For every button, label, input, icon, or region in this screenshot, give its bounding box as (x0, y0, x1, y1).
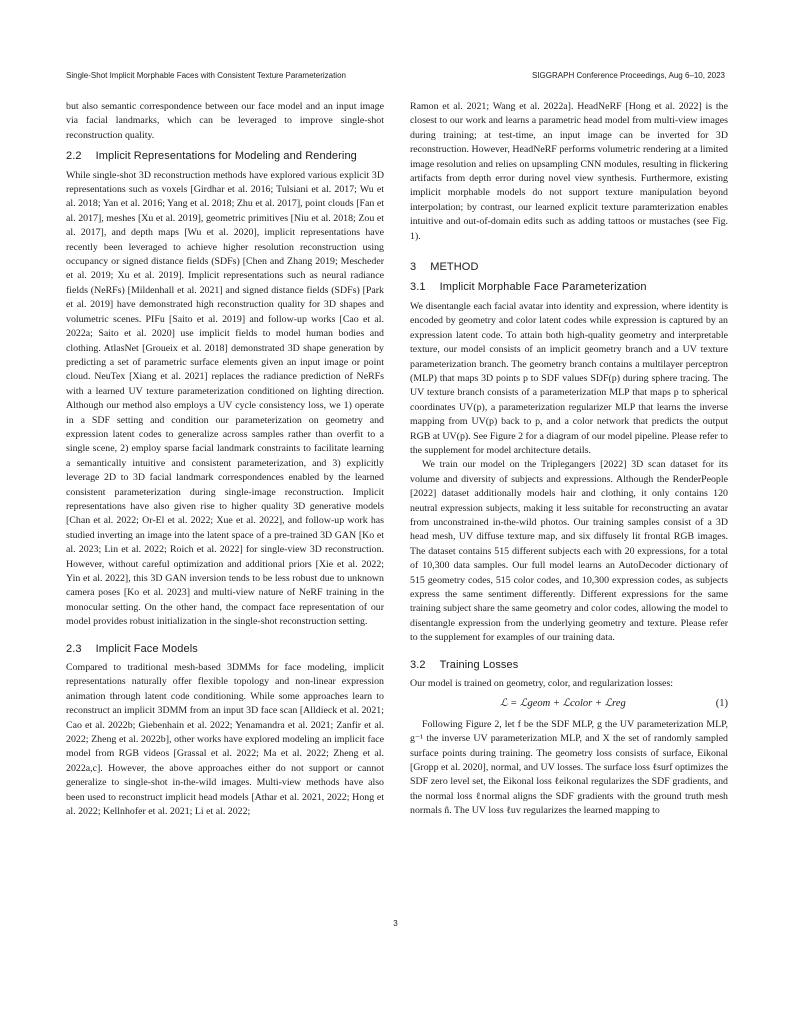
paragraph-2-3: Compared to traditional mesh-based 3DMMs for face modeling, implicit representations naturally offer flexible topology and non-linear expression animation through latent code conditioning. While some approaches learn to reconstruct an implicit 3DMM from an input 3D face scan [Alldieck et al. 2021; Cao et al. 2022b; Giebenhain et al. 2022; Yenamandra et al. 2021; Zanfir et al. 2022; Zheng et al. 2022b], other works have explored modeling an implicit face model from RGB videos [Grassal et al. 2022; Ma et al. 2022; Zheng et al. 2022a,c]. However, the above approaches either do not support or cannot generalize to single-shot in-the-wild images. Multi-view methods have also been used to reconstruct implicit head models [Athar et al. 2021, 2022; Hong et al. 2022; Kellnhofer et al. 2021; Li et al. 2022; (66, 662, 384, 818)
left-column (66, 100, 384, 820)
header-paper-title: Single-Shot Implicit Morphable Faces with Consistent Texture Parameterization (66, 71, 346, 80)
section-number: 3.1 (410, 281, 426, 294)
equation-body: ℒ = ℒgeom + ℒcolor + ℒreg (499, 698, 626, 710)
equation-1 (410, 697, 728, 711)
section-title: Implicit Face Models (95, 642, 198, 655)
equation-number: (1) (715, 698, 728, 710)
section-heading-2-2 (66, 149, 384, 163)
section-number: 3 (410, 261, 417, 274)
section-number: 2.3 (66, 642, 82, 655)
paragraph-3-2-a: Our model is trained on geometry, color, and regularization losses: (410, 678, 674, 690)
section-heading-3-2 (410, 658, 728, 672)
section-heading-3 (410, 260, 728, 274)
section-title: Training Losses (439, 658, 519, 671)
paragraph-continued: Ramon et al. 2021; Wang et al. 2022a]. HeadNeRF [Hong et al. 2022] is the closest to our work and learns a parametric head model from multi-view images during training; at test-time, an input image can be inverted for 3D reconstruction. However, HeadNeRF performs volumetric rendering at a limited image resolution and relies on upsampling CNN modules, resulting in flickering artifacts from depth error during novel view synthesis. Furthermore, existing implicit morphable models do not support texture manipulation beyond interpolation; by contrast, our learned explicit texture paramterization enables intuitive and out-of-domain edits such as adding tattoos or mustaches (see Fig. 1). (410, 101, 728, 242)
header-venue: SIGGRAPH Conference Proceedings, Aug 6–10, 2023 (531, 71, 725, 80)
running-header (66, 71, 725, 80)
section-heading-3-1 (410, 280, 728, 294)
right-column (410, 100, 728, 819)
paragraph-2-2: While single-shot 3D reconstruction methods have explored various explicit 3D representations such as voxels [Girdhar et al. 2016; Tulsiani et al. 2017; Wu et al. 2018; Yan et al. 2016; Yang et al. 2018; Zhu et al. 2017], point clouds [Fan et al. 2017], meshes [Xu et al. 2019], geometric primitives [Niu et al. 2018; Zou et al. 2017], and depth maps [Wu et al. 2020], implicit representations have recently been leveraged to achieve higher resolution reconstruction using occupancy or signed distance fields (SDFs) [Chen and Zhang 2019; Mescheder et al. 2019; Xu et al. 2019]. Implicit representations such as neural radiance fields (NeRFs) [Mildenhall et al. 2021] and signed distance fields (SDFs) [Park et al. 2019] have demonstrated high reconstruction quality for 3D shapes and volumetric scenes. PIFu [Saito et al. 2019] and follow-up works [Cao et al. 2022a; Saito et al. 2020] use implicit fields to model human bodies and clothing. AtlasNet [Groueix et al. 2018] demonstrated 3D shape generation by predicting a set of parametric surface elements given an input image or point cloud. NeuTex [Xiang et al. 2021] replaces the radiance prediction of NeRFs with a learned UV texture parameterization conditioned on lighting direction. Although our method also employs a UV cycle consistency loss, we 1) operate in a SDF setting and condition our parameterization on geometry and expression latent codes to generalize across samples rather than overfit to a single scene, 2) employ sparse facial landmark constraints to facilitate learning a semantically intuitive and consistent parameterization, and 3) explicitly leverage 2D to 3D facial landmark correspondences enabled by the learned consistent parameterization during single-image reconstruction. Implicit representations have also given rise to higher quality 3D generative models [Chan et al. 2022; Or-El et al. 2022; Xue et al. 2022], and follow-up work has studied inverting an image into the latent space of a pre-trained 3D GAN [Ko et al. 2023; Lin et al. 2022; Roich et al. 2022] for single-view 3D reconstruction. However, without careful optimization and additional priors [Xie et al. 2022; Yin et al. 2022], this 3D GAN inversion tends to be less robust due to unknown camera poses [Ko et al. 2023] and multi-view nature of NeRF training in the monocular setting. On the other hand, the compact face representation of our model provides robust initialization in the single-shot reconstruction setting. (66, 169, 384, 628)
paragraph-3-1-a: We disentangle each facial avatar into identity and expression, where identity is encoded by geometry and color latent codes while expression is captured by an expression latent code. To attain both high-quality geometry and interpretable texture, our model consists of an implicit geometry branch and a UV texture parameterization branch. The geometry branch contains a multilayer perceptron (MLP) that maps 3D points p to SDF values SDF(p) during sphere tracing. The UV texture branch consists of a parameterization MLP that maps p to spherical coordinates UV(p), a parameterization regularizer MLP that learns the inverse mapping from UV(p) back to p, and a color network that predicts the output RGB at UV(p). See Figure 2 for a diagram of our model pipeline. Please refer to the supplement for model architecture details. (410, 300, 728, 456)
section-heading-2-3 (66, 642, 384, 656)
paragraph-3-1-b: We train our model on the Triplegangers [2022] 3D scan dataset for its volume and diversity of subjects and expressions. Although the RenderPeople [2022] dataset additionally models hair and clothing, it only contains 120 neutral expression subjects, making it less suitable for reconstructing an avatar from unconstrained in-the-wild photos. Our training samples consist of a 3D head mesh, UV diffuse texture map, and six diffusely lit frontal RGB images. The dataset contains 515 different subjects each with 20 expressions, for a total of 10,300 data samples. Our full model learns an AutoDecoder dictionary of 515 geometry codes, 515 color codes, and 10,300 expression codes, as subjects express the same sentiment differently. Different expressions for the same training subject share the same geometry and color codes, allowing the model to disentangle expression from the underlying geometry and texture. Please refer to the supplement for examples of our training data. (410, 459, 728, 644)
paragraph-3-2-b: Following Figure 2, let f be the SDF MLP, g the UV parameterization MLP, g⁻¹ the inverse UV parameterization MLP, and X the set of randomly sampled surface points during training. The geometry loss consists of surface, Eikonal [Gropp et al. 2020], normal, and UV losses. The surface loss ℓsurf optimizes the SDF zero level set, the Eikonal loss ℓeikonal regularizes the SDF gradients, and the normal loss ℓnormal aligns the SDF gradients with the ground truth mesh normals n̂. The UV loss ℓuv regularizes the learned mapping to (410, 718, 728, 817)
section-number: 3.2 (410, 658, 426, 671)
page-number: 3 (393, 919, 398, 928)
paragraph-intro: but also semantic correspondence between our face model and an input image via facial landmarks, which can be leveraged to improve single-shot reconstruction quality. (66, 101, 384, 141)
section-number: 2.2 (66, 150, 82, 163)
section-title: METHOD (430, 261, 479, 274)
section-title: Implicit Morphable Face Parameterization (439, 281, 647, 294)
section-title: Implicit Representations for Modeling and Rendering (95, 150, 357, 163)
